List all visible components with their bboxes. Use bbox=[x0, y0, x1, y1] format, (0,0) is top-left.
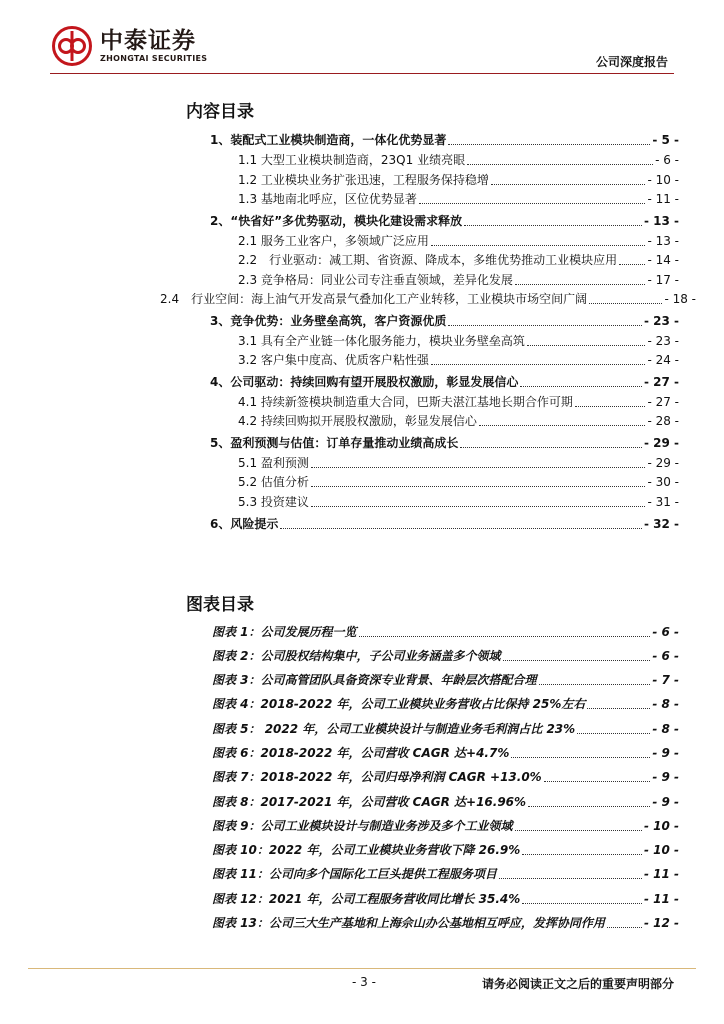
toc-entry[interactable]: 2、“快省好”多优势驱动，模块化建设需求释放 - 13 - bbox=[210, 214, 679, 228]
figure-entry[interactable]: 图表 2：公司股权结构集中，子公司业务涵盖多个领域 - 6 - bbox=[212, 649, 679, 663]
toc-entry[interactable]: 1.1 大型工业模块制造商，23Q1 业绩亮眼 - 6 - bbox=[238, 153, 679, 167]
toc-entry[interactable]: 4、公司驱动：持续回购有望开展股权激励，彰显发展信心 - 27 - bbox=[210, 375, 679, 389]
toc-entry[interactable]: 2.3 竞争格局：同业公司专注垂直领域，差异化发展 - 17 - bbox=[238, 273, 679, 287]
header-divider bbox=[50, 73, 674, 74]
figure-entry[interactable]: 图表 6：2018-2022 年，公司营收 CAGR 达+4.7% - 9 - bbox=[212, 746, 679, 760]
figure-entry[interactable]: 图表 7：2018-2022 年，公司归母净利润 CAGR +13.0% - 9 - bbox=[212, 770, 679, 784]
page-number: - 3 - bbox=[352, 975, 376, 989]
toc-entry[interactable]: 5.2 估值分析 - 30 - bbox=[238, 475, 679, 489]
toc-title: 内容目录 bbox=[186, 102, 254, 122]
toc-entry[interactable]: 3.2 客户集中度高、优质客户粘性强 - 24 - bbox=[238, 353, 679, 367]
figure-entry[interactable]: 图表 5： 2022 年，公司工业模块设计与制造业务毛利润占比 23% - 8 - bbox=[212, 722, 679, 736]
figure-entry[interactable]: 图表 10：2022 年，公司工业模块业务营收下降 26.9% - 10 - bbox=[212, 843, 679, 857]
toc-entry[interactable]: 2.1 服务工业客户，多领域广泛应用 - 13 - bbox=[238, 234, 679, 248]
figure-entry[interactable]: 图表 12：2021 年，公司工程服务营收同比增长 35.4% - 11 - bbox=[212, 892, 679, 906]
figures-title: 图表目录 bbox=[186, 595, 254, 615]
figure-entry[interactable]: 图表 8：2017-2021 年，公司营收 CAGR 达+16.96% - 9 - bbox=[212, 795, 679, 809]
footer-divider bbox=[28, 968, 696, 969]
logo-english-name: ZHONGTAI SECURITIES bbox=[100, 54, 208, 63]
figure-entry[interactable]: 图表 1：公司发展历程一览 - 6 - bbox=[212, 625, 679, 639]
toc-entry[interactable]: 1.3 基地南北呼应，区位优势显著 - 11 - bbox=[238, 192, 679, 206]
toc-entry[interactable]: 3.1 具有全产业链一体化服务能力，模块业务壁垒高筑 - 23 - bbox=[238, 334, 679, 348]
figure-entry[interactable]: 图表 11：公司向多个国际化工巨头提供工程服务项目 - 11 - bbox=[212, 867, 679, 881]
toc-entry[interactable]: 2.4 行业空间：海上油气开发高景气叠加化工产业转移，工业模块市场空间广阔 - 18 - bbox=[160, 292, 696, 306]
zhongtai-logo-icon bbox=[52, 26, 92, 66]
figure-entry[interactable]: 图表 9：公司工业模块设计与制造业务涉及多个工业领域 - 10 - bbox=[212, 819, 679, 833]
toc-entry[interactable]: 3、竞争优势：业务壁垒高筑，客户资源优质 - 23 - bbox=[210, 314, 679, 328]
toc-entry[interactable]: 1、装配式工业模块制造商，一体化优势显著 - 5 - bbox=[210, 133, 679, 147]
company-logo bbox=[52, 26, 207, 66]
figure-entry[interactable]: 图表 3：公司高管团队具备资深专业背景、年龄层次搭配合理 - 7 - bbox=[212, 673, 679, 687]
toc-entry[interactable]: 5.1 盈利预测 - 29 - bbox=[238, 456, 679, 470]
toc-entry[interactable]: 4.2 持续回购拟开展股权激励，彰显发展信心 - 28 - bbox=[238, 414, 679, 428]
disclaimer-text: 请务必阅读正文之后的重要声明部分 bbox=[481, 977, 674, 991]
report-type-label: 公司深度报告 bbox=[595, 55, 668, 69]
toc-entry[interactable]: 6、风险提示 - 32 - bbox=[210, 517, 679, 531]
figure-entry[interactable]: 图表 13：公司三大生产基地和上海佘山办公基地相互呼应，发挥协同作用 - 12 - bbox=[212, 916, 679, 930]
toc-entry[interactable]: 2.2 行业驱动：减工期、省资源、降成本，多维优势推动工业模块应用 - 14 - bbox=[238, 253, 679, 267]
figure-entry[interactable]: 图表 4：2018-2022 年，公司工业模块业务营收占比保持 25%左右 - 8 - bbox=[212, 697, 679, 711]
toc-entry[interactable]: 1.2 工业模块业务扩张迅速，工程服务保持稳增 - 10 - bbox=[238, 173, 679, 187]
toc-entry[interactable]: 4.1 持续新签模块制造重大合同，巴斯夫湛江基地长期合作可期 - 27 - bbox=[238, 395, 679, 409]
logo-chinese-name: 中泰证券 bbox=[100, 28, 196, 54]
toc-entry[interactable]: 5、盈利预测与估值：订单存量推动业绩高成长 - 29 - bbox=[210, 436, 679, 450]
toc-entry[interactable]: 5.3 投资建议 - 31 - bbox=[238, 495, 679, 509]
